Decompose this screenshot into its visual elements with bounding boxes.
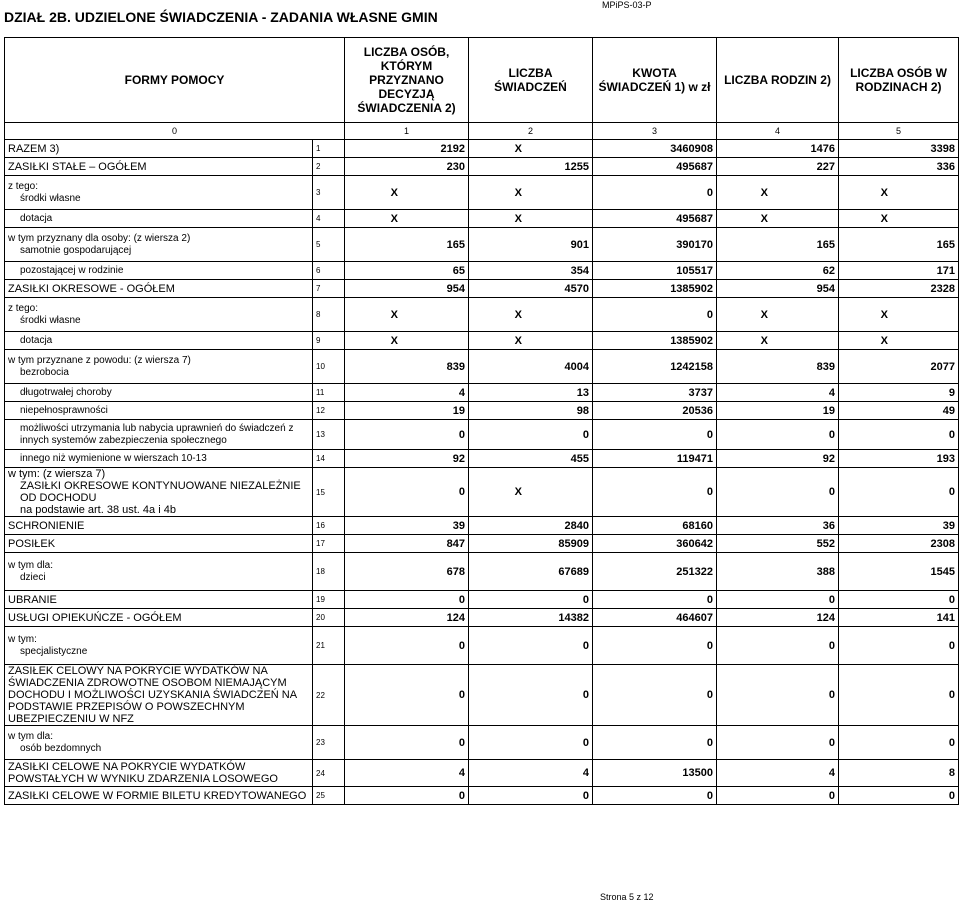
value-cell: 119471: [593, 450, 717, 468]
table-row: [5, 280, 959, 298]
table-row: [5, 420, 959, 450]
page-number: Strona 5 z 12: [600, 892, 654, 902]
row-prefix: z tego:: [8, 180, 39, 192]
value-cell: 0: [469, 665, 593, 726]
value-cell: 2192: [345, 140, 469, 158]
value-cell: 49: [839, 402, 959, 420]
row-text: innego niż wymienione w wierszach 10-13: [20, 452, 207, 464]
table-row: [5, 228, 959, 262]
value-cell: 0: [593, 176, 717, 210]
value-cell: X: [717, 332, 839, 350]
value-cell: 360642: [593, 535, 717, 553]
table-row: [5, 553, 959, 591]
value-cell: 2308: [839, 535, 959, 553]
value-cell: 0: [717, 468, 839, 517]
row-label: [5, 591, 313, 609]
table-row: [5, 402, 959, 420]
value-cell: X: [839, 210, 959, 228]
row-number: 14: [313, 450, 345, 468]
table-body: [5, 140, 959, 805]
row-text: niepełnosprawności: [20, 404, 108, 416]
value-cell: 0: [593, 468, 717, 517]
row-label: [5, 350, 313, 384]
value-cell: 0: [593, 420, 717, 450]
col-number: 4: [717, 123, 839, 140]
row-label: [5, 553, 313, 591]
row-text: osób bezdomnych: [20, 742, 102, 754]
value-cell: 105517: [593, 262, 717, 280]
value-cell: 0: [593, 627, 717, 665]
value-cell: X: [345, 176, 469, 210]
value-cell: 65: [345, 262, 469, 280]
row-label: [5, 332, 313, 350]
row-label: [5, 402, 313, 420]
row-label: [5, 535, 313, 553]
benefits-table: [4, 37, 959, 805]
value-cell: 0: [469, 787, 593, 805]
value-cell: 165: [839, 228, 959, 262]
row-text: SCHRONIENIE: [8, 519, 85, 532]
value-cell: 0: [593, 298, 717, 332]
value-cell: 141: [839, 609, 959, 627]
value-cell: X: [717, 176, 839, 210]
col-header-amount: KWOTA ŚWIADCZEŃ 1) w zł: [593, 38, 717, 123]
table-row: [5, 760, 959, 787]
value-cell: 230: [345, 158, 469, 176]
row-number: 18: [313, 553, 345, 591]
value-cell: 847: [345, 535, 469, 553]
value-cell: 464607: [593, 609, 717, 627]
row-prefix: w tym przyznany dla osoby: (z wiersza 2): [8, 232, 191, 244]
value-cell: 124: [345, 609, 469, 627]
table-row: [5, 140, 959, 158]
row-number: 22: [313, 665, 345, 726]
value-cell: 0: [839, 787, 959, 805]
row-label: [5, 726, 313, 760]
row-number: 5: [313, 228, 345, 262]
row-label: [5, 787, 313, 805]
row-number: 6: [313, 262, 345, 280]
value-cell: 2077: [839, 350, 959, 384]
row-label: [5, 228, 313, 262]
value-cell: 678: [345, 553, 469, 591]
value-cell: 0: [839, 591, 959, 609]
value-cell: 124: [717, 609, 839, 627]
row-text: bezrobocia: [20, 366, 69, 378]
value-cell: 39: [839, 517, 959, 535]
value-cell: 39: [345, 517, 469, 535]
value-cell: 8: [839, 760, 959, 787]
value-cell: 0: [717, 665, 839, 726]
value-cell: 19: [717, 402, 839, 420]
value-cell: 552: [717, 535, 839, 553]
value-cell: X: [469, 298, 593, 332]
row-prefix: w tym dla:: [8, 730, 54, 742]
row-number: 3: [313, 176, 345, 210]
row-prefix: w tym: (z wiersza 7): [8, 468, 106, 480]
row-number: 7: [313, 280, 345, 298]
value-cell: 14382: [469, 609, 593, 627]
row-text: ZASIŁKI CELOWE W FORMIE BILETU KREDYTOWANEGO: [8, 789, 307, 802]
value-cell: 2328: [839, 280, 959, 298]
value-cell: X: [469, 332, 593, 350]
value-cell: 839: [717, 350, 839, 384]
value-cell: 67689: [469, 553, 593, 591]
col-header-families: LICZBA RODZIN 2): [717, 38, 839, 123]
row-text: USŁUGI OPIEKUŃCZE - OGÓŁEM: [8, 611, 182, 624]
row-label: [5, 665, 313, 726]
table-row: [5, 384, 959, 402]
col-header-persons: LICZBA OSÓB, KTÓRYM PRZYZNANO DECYZJĄ ŚWIADCZENIA 2): [345, 38, 469, 123]
value-cell: 20536: [593, 402, 717, 420]
value-cell: X: [839, 332, 959, 350]
value-cell: X: [345, 210, 469, 228]
row-number: 8: [313, 298, 345, 332]
col-number: 3: [593, 123, 717, 140]
row-number: 10: [313, 350, 345, 384]
value-cell: 455: [469, 450, 593, 468]
row-number: 1: [313, 140, 345, 158]
row-label: [5, 627, 313, 665]
table-row: [5, 262, 959, 280]
value-cell: 171: [839, 262, 959, 280]
row-prefix: w tym:: [8, 633, 37, 645]
table-row: [5, 609, 959, 627]
row-text: ZASIŁKI OKRESOWE - OGÓŁEM: [8, 282, 175, 295]
row-text: ZASIŁKI CELOWE NA POKRYCIE WYDATKÓW POWSTAŁYCH W WYNIKU ZDARZENIA LOSOWEGO: [8, 761, 278, 785]
table-row: [5, 468, 959, 517]
value-cell: 839: [345, 350, 469, 384]
value-cell: 0: [593, 726, 717, 760]
value-cell: 0: [593, 787, 717, 805]
row-text: ZASIŁEK CELOWY NA POKRYCIE WYDATKÓW NA ŚWIADCZENIA ZDROWOTNE OSOBOM NIEMAJĄCYM DOCHODU I MOŻLIWOŚCI UZYSKANIA ŚWIADCZEŃ NA PODSTAWIE PRZEPISÓW O POWSZECHNYM UBEZPIECZENIU W NFZ: [8, 665, 297, 725]
value-cell: 0: [717, 787, 839, 805]
row-text: środki własne: [20, 192, 81, 204]
value-cell: 1255: [469, 158, 593, 176]
value-cell: 1476: [717, 140, 839, 158]
row-text: ZASIŁKI STAŁE – OGÓŁEM: [8, 160, 147, 173]
row-text: UBRANIE: [8, 593, 57, 606]
table-row: [5, 298, 959, 332]
value-cell: X: [469, 140, 593, 158]
value-cell: 3737: [593, 384, 717, 402]
value-cell: 0: [717, 420, 839, 450]
value-cell: 0: [593, 591, 717, 609]
value-cell: 62: [717, 262, 839, 280]
value-cell: 354: [469, 262, 593, 280]
row-number: 9: [313, 332, 345, 350]
value-cell: 4: [469, 760, 593, 787]
value-cell: 13: [469, 384, 593, 402]
value-cell: 0: [717, 627, 839, 665]
table-row: [5, 158, 959, 176]
value-cell: 13500: [593, 760, 717, 787]
value-cell: X: [469, 210, 593, 228]
value-cell: 92: [345, 450, 469, 468]
row-number: 25: [313, 787, 345, 805]
value-cell: 4: [717, 760, 839, 787]
row-number: 2: [313, 158, 345, 176]
value-cell: X: [839, 298, 959, 332]
value-cell: 495687: [593, 158, 717, 176]
row-number: 11: [313, 384, 345, 402]
row-number: 13: [313, 420, 345, 450]
value-cell: 336: [839, 158, 959, 176]
value-cell: 0: [345, 627, 469, 665]
value-cell: 0: [345, 665, 469, 726]
value-cell: 0: [839, 726, 959, 760]
value-cell: 4: [717, 384, 839, 402]
value-cell: 0: [717, 591, 839, 609]
col-number: 5: [839, 123, 959, 140]
row-text: dotacja: [20, 212, 53, 224]
value-cell: 3460908: [593, 140, 717, 158]
table-row: [5, 591, 959, 609]
row-text: dotacja: [20, 334, 53, 346]
table-row: [5, 517, 959, 535]
value-cell: X: [469, 176, 593, 210]
row-number: 20: [313, 609, 345, 627]
value-cell: 0: [469, 420, 593, 450]
value-cell: 1545: [839, 553, 959, 591]
row-label: [5, 609, 313, 627]
value-cell: 9: [839, 384, 959, 402]
row-number: 12: [313, 402, 345, 420]
value-cell: 68160: [593, 517, 717, 535]
row-label: [5, 760, 313, 787]
row-label: [5, 468, 313, 517]
row-label: [5, 140, 313, 158]
row-text: POSIŁEK: [8, 537, 56, 550]
value-cell: 0: [345, 468, 469, 517]
value-cell: 19: [345, 402, 469, 420]
table-row: [5, 726, 959, 760]
col-number: 1: [345, 123, 469, 140]
value-cell: 2840: [469, 517, 593, 535]
row-text: pozostającej w rodzinie: [20, 264, 124, 276]
row-number: 24: [313, 760, 345, 787]
col-header-benefits-count: LICZBA ŚWIADCZEŃ: [469, 38, 593, 123]
value-cell: 0: [839, 665, 959, 726]
row-number: 19: [313, 591, 345, 609]
value-cell: 227: [717, 158, 839, 176]
value-cell: 92: [717, 450, 839, 468]
value-cell: 36: [717, 517, 839, 535]
row-label: [5, 384, 313, 402]
value-cell: X: [345, 298, 469, 332]
value-cell: 495687: [593, 210, 717, 228]
value-cell: 0: [839, 468, 959, 517]
value-cell: 1242158: [593, 350, 717, 384]
table-row: [5, 627, 959, 665]
value-cell: X: [469, 468, 593, 517]
row-label: [5, 210, 313, 228]
value-cell: 3398: [839, 140, 959, 158]
value-cell: 165: [717, 228, 839, 262]
row-text: długotrwałej choroby: [20, 386, 112, 398]
section-title: DZIAŁ 2B. UDZIELONE ŚWIADCZENIA - ZADANIA WŁASNE GMIN: [4, 9, 438, 25]
value-cell: 251322: [593, 553, 717, 591]
value-cell: 0: [469, 726, 593, 760]
row-label: [5, 450, 313, 468]
table-row: [5, 176, 959, 210]
row-text: środki własne: [20, 314, 81, 326]
value-cell: 0: [839, 627, 959, 665]
value-cell: 0: [717, 726, 839, 760]
value-cell: 0: [345, 787, 469, 805]
row-suffix: na podstawie art. 38 ust. 4a i 4b: [20, 504, 176, 516]
value-cell: 901: [469, 228, 593, 262]
value-cell: X: [717, 298, 839, 332]
value-cell: 4004: [469, 350, 593, 384]
row-label: [5, 298, 313, 332]
value-cell: 165: [345, 228, 469, 262]
value-cell: 0: [469, 627, 593, 665]
form-code: MPiPS-03-P: [602, 0, 652, 10]
value-cell: 388: [717, 553, 839, 591]
value-cell: 0: [345, 591, 469, 609]
value-cell: X: [717, 210, 839, 228]
header-row: [5, 38, 959, 123]
table-row: [5, 210, 959, 228]
value-cell: 954: [345, 280, 469, 298]
row-label: [5, 280, 313, 298]
row-label: [5, 158, 313, 176]
row-text: specjalistyczne: [20, 645, 88, 657]
value-cell: 0: [593, 665, 717, 726]
value-cell: 0: [839, 420, 959, 450]
row-prefix: z tego:: [8, 302, 39, 314]
value-cell: 85909: [469, 535, 593, 553]
row-label: [5, 176, 313, 210]
col-header-persons-in-families: LICZBA OSÓB W RODZINACH 2): [839, 38, 959, 123]
value-cell: 954: [717, 280, 839, 298]
row-number: 4: [313, 210, 345, 228]
table-row: [5, 350, 959, 384]
value-cell: 390170: [593, 228, 717, 262]
row-number: 16: [313, 517, 345, 535]
row-text: możliwości utrzymania lub nabycia uprawnień do świadczeń z innych systemów zabezpieczenia społecznego: [20, 422, 294, 446]
value-cell: 4: [345, 760, 469, 787]
value-cell: 0: [345, 726, 469, 760]
row-number: 23: [313, 726, 345, 760]
table-row: [5, 332, 959, 350]
table-row: [5, 787, 959, 805]
value-cell: 4: [345, 384, 469, 402]
value-cell: X: [839, 176, 959, 210]
row-text: ZASIŁKI OKRESOWE KONTYNUOWANE NIEZALEŻNIE OD DOCHODU: [20, 480, 301, 504]
value-cell: X: [345, 332, 469, 350]
table-row: [5, 450, 959, 468]
row-number: 21: [313, 627, 345, 665]
row-text: RAZEM 3): [8, 142, 60, 155]
value-cell: 1385902: [593, 280, 717, 298]
row-text: dzieci: [20, 571, 46, 583]
table-row: [5, 535, 959, 553]
value-cell: 4570: [469, 280, 593, 298]
row-number: 17: [313, 535, 345, 553]
row-prefix: w tym dla:: [8, 559, 54, 571]
col-number: 2: [469, 123, 593, 140]
row-label: [5, 517, 313, 535]
value-cell: 0: [345, 420, 469, 450]
value-cell: 98: [469, 402, 593, 420]
row-text: samotnie gospodarującej: [20, 244, 132, 256]
value-cell: 1385902: [593, 332, 717, 350]
row-label: [5, 420, 313, 450]
value-cell: 0: [469, 591, 593, 609]
table-row: [5, 665, 959, 726]
col-header-forms: FORMY POMOCY: [5, 38, 345, 123]
column-number-row: [5, 123, 959, 140]
value-cell: 193: [839, 450, 959, 468]
row-label: [5, 262, 313, 280]
row-number: 15: [313, 468, 345, 517]
col-number: 0: [5, 123, 345, 140]
row-prefix: w tym przyznane z powodu: (z wiersza 7): [8, 354, 191, 366]
